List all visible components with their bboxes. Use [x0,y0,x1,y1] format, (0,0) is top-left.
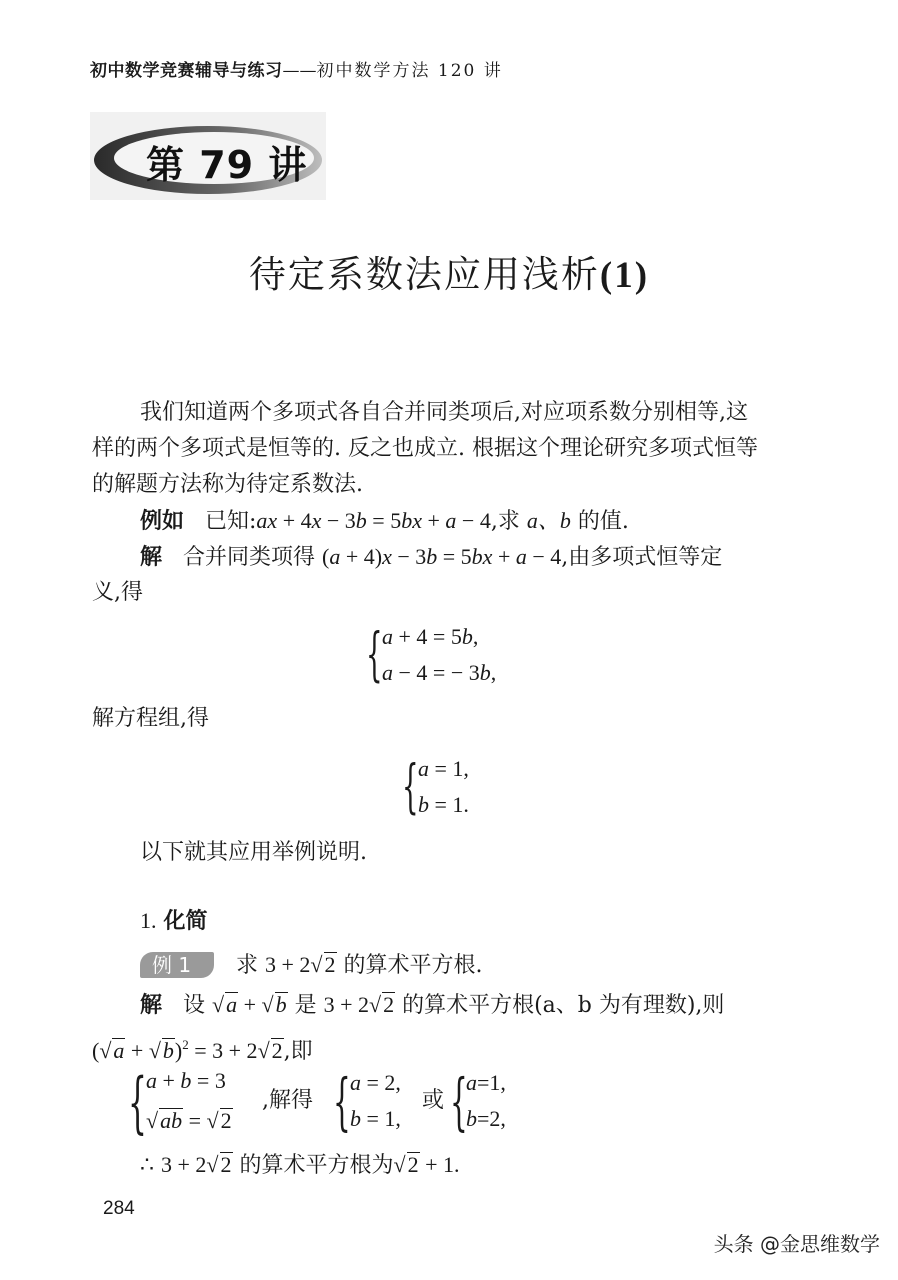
given-equation: ax + 4x − 3b = 5bx + a − 4 [256,508,491,533]
example-1-badge [140,952,214,978]
example-1-badge-label: 例 1 [152,953,192,977]
watermark: 头条 @金思维数学 [713,1232,880,1256]
ask-text: ,求 [490,509,527,534]
vars-text: a、b [526,508,571,533]
solution-mid: ,由多项式恒等定 [561,545,723,570]
ji-text: ,即 [283,1039,313,1064]
lecture-title-text: 待定系数法应用浅析 [248,253,600,296]
example-1-suffix: 的算术平方根. [336,953,483,978]
expr-3-plus-2root2-c: 3 + 2√2 [161,1152,232,1177]
section-heading [140,906,208,937]
system-3-eq-1: a + b = 3 [146,1068,226,1093]
system-2-eq-2: b = 1. [418,792,469,817]
running-header [90,56,503,81]
system-4-eq-1: a = 2, [350,1070,401,1095]
system-brace-2: { [402,752,419,820]
expr-root2-plus-1: √2 + 1. [393,1152,460,1177]
therefore-line [140,1150,460,1181]
conclusion-text: 以下就其应用举例说明. [140,840,367,865]
intro-line-3: 的解题方法称为待定系数法. [92,472,363,497]
lecture-title [0,244,898,298]
section-name: 化简 [163,909,208,934]
intro-line-2: 样的两个多项式是恒等的. 反之也成立. 根据这个理论研究多项式恒等 [92,436,758,461]
intro-line-1: 我们知道两个多项式各自合并同类项后,对应项系数分别相等,这 [140,400,748,425]
lecture-badge-label: 第 79 讲 [146,143,308,187]
lecture-title-number: (1) [599,255,650,296]
example-1-prefix: 求 [236,953,265,978]
solution-1-line-2: $(√a + √b)^2 = 3 + 2√2$,即 [92,1037,313,1064]
system-3-eq-2: √ab = √2 [146,1108,232,1133]
system-4-eq-2: b = 1, [350,1106,401,1131]
system-1-eq-2: a − 4 = − 3b, [382,660,497,685]
combined-equation: (a + 4)x − 3b = 5bx + a − 4 [322,544,562,569]
therefore-symbol: ∴ [140,1153,154,1178]
section-number: 1. [140,908,157,933]
known-text: 已知: [205,509,257,534]
solution-line-1 [140,542,722,573]
system-2-eq-1: a = 1, [418,756,469,781]
expr-3-plus-2root2-b: 3 + 2√2 [323,992,395,1017]
solution-intro: 合并同类项得 [183,545,322,570]
solution-label: 解 [140,545,163,570]
system-brace-4: { [333,1065,351,1138]
system-1-eq-1: a + 4 = 5b, [382,624,479,649]
example-general-label: 例如 [140,509,185,534]
header-dash: —— [282,61,317,81]
example-general [140,506,629,537]
is-text: 是 [287,993,324,1018]
system-brace-3: { [128,1064,147,1141]
solved-text: ,解得 [262,1088,313,1113]
root-is-text: 的算术平方根为 [232,1153,394,1178]
expr-3-plus-2root2: 3 + 2√2 [265,952,336,977]
example-1-question [236,950,483,981]
lecture-badge [90,112,326,200]
system-brace-5: { [450,1065,468,1138]
tail-text: 的值. [570,509,629,534]
system-brace-1: { [366,620,383,688]
system-5-eq-2: b=2, [466,1106,506,1131]
note-text: 的算术平方根(a、b 为有理数),则 [395,993,725,1018]
solve-system-text: 解方程组,得 [92,706,209,731]
expr-roota-plus-rootb: √a + √b [212,992,287,1017]
solution-line-2: 义,得 [92,580,143,605]
set-text: 设 [183,993,212,1018]
book-subtitle: 初中数学方法 120 讲 [316,61,503,81]
system-5-eq-1: a=1, [466,1070,506,1095]
book-title: 初中数学竞赛辅导与练习 [90,61,283,81]
page-number: 284 [103,1198,135,1219]
solution-1-line-1 [140,990,724,1021]
or-text: 或 [422,1088,445,1113]
solution-1-label: 解 [140,993,163,1018]
